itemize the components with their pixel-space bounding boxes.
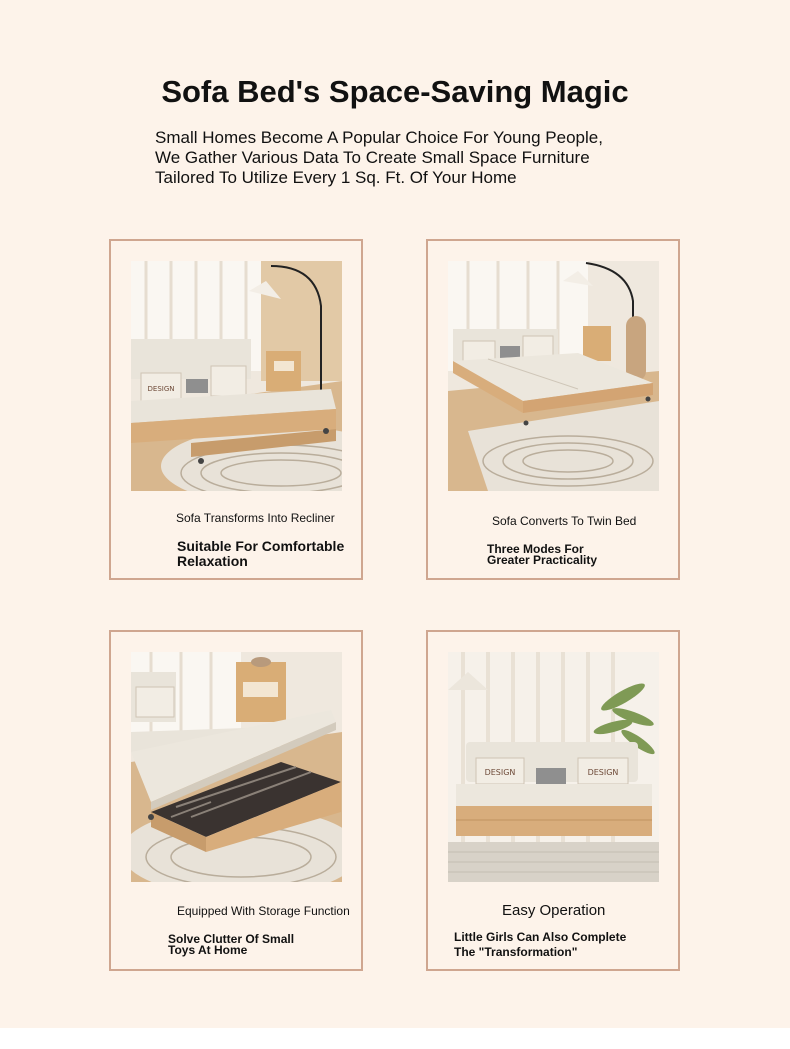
product-photo-twin-bed	[448, 261, 659, 491]
description-line: Little Girls Can Also Complete	[454, 930, 627, 944]
pillow-text: DESIGN	[484, 768, 516, 777]
subtitle-line: Tailored To Utilize Every 1 Sq. Ft. Of Your Home	[155, 168, 517, 187]
product-photo-recliner	[131, 261, 342, 491]
page-subtitle	[155, 128, 675, 188]
pillow-text: DESIGN	[147, 385, 175, 393]
feature-description	[454, 930, 626, 960]
description-line: Three Modes For	[487, 542, 584, 556]
feature-card-easy-operation	[426, 630, 680, 971]
feature-card-storage	[109, 630, 363, 971]
description-line: The "Transformation"	[454, 945, 578, 959]
subtitle-line: We Gather Various Data To Create Small Space Furniture	[155, 148, 590, 167]
feature-caption: Easy Operation	[502, 902, 606, 919]
feature-caption: Sofa Converts To Twin Bed	[492, 514, 637, 528]
description-line: Relaxation	[177, 553, 248, 569]
pillow-text: DESIGN	[587, 768, 619, 777]
feature-card-recliner	[109, 239, 363, 580]
feature-caption: Sofa Transforms Into Recliner	[176, 511, 335, 525]
product-photo-storage	[131, 652, 342, 882]
feature-description	[177, 539, 344, 569]
feature-description	[168, 934, 294, 956]
description-line: Greater Practicality	[487, 553, 598, 567]
description-line: Solve Clutter Of Small	[168, 932, 295, 946]
product-photo-easy-operation	[448, 652, 659, 882]
description-line: Toys At Home	[168, 943, 248, 957]
subtitle-line: Small Homes Become A Popular Choice For Young People,	[155, 128, 603, 147]
description-line: Suitable For Comfortable	[177, 538, 345, 554]
page-title: Sofa Bed's Space-Saving Magic	[161, 74, 629, 109]
feature-description	[487, 544, 597, 566]
feature-caption: Equipped With Storage Function	[177, 904, 350, 918]
feature-card-twin-bed	[426, 239, 680, 580]
